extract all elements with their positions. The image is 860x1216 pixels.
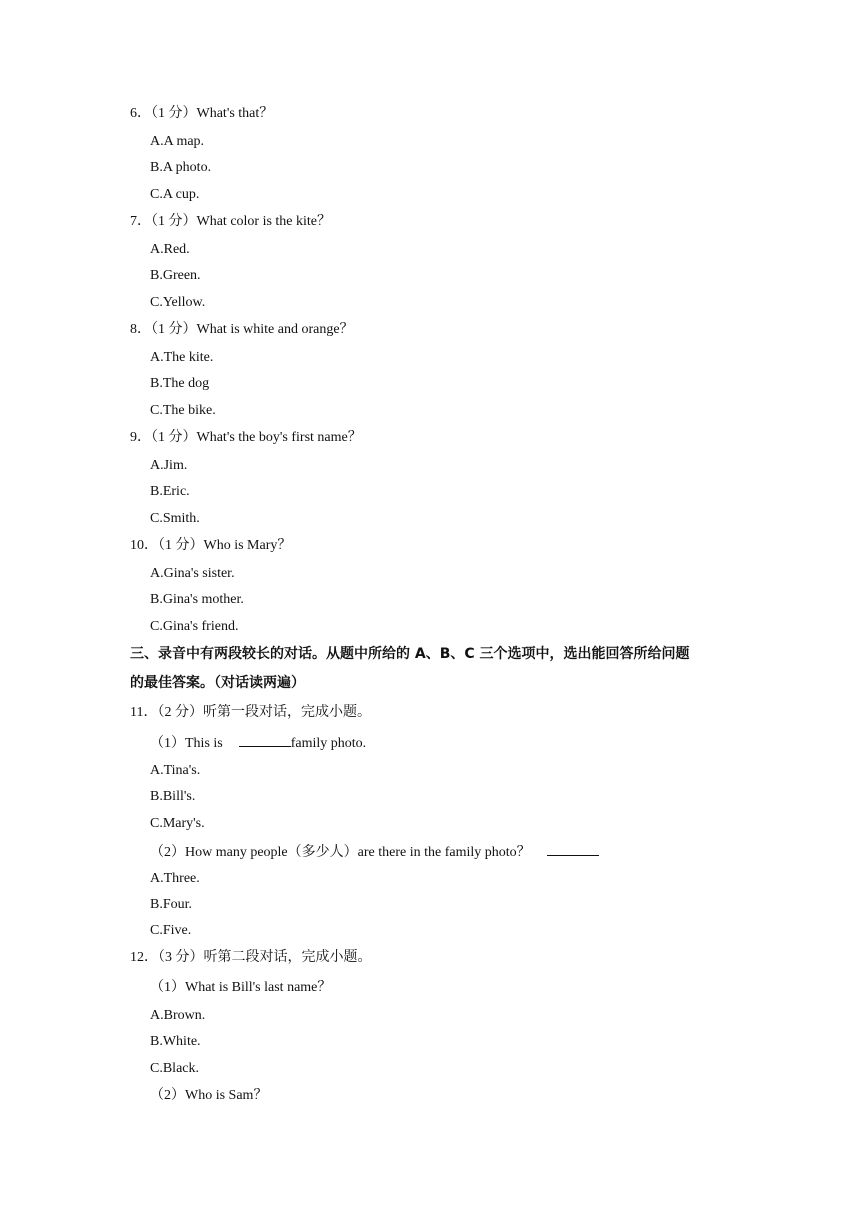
question-10-option-b: B.Gina's mother.: [150, 592, 244, 607]
question-11-sub-1: [150, 733, 366, 753]
question-8-option-b: B.The dog: [150, 376, 210, 391]
question-10-option-c: C.Gina's friend.: [150, 619, 239, 634]
question-6-stem: 6．（1 分）What's that？: [130, 106, 274, 121]
question-11-sub-1-option-a: A.Tina's.: [150, 763, 201, 778]
question-7-option-b: B.Green.: [150, 268, 201, 283]
section-3-heading-line-2: 的最佳答案。（对话读两遍）: [130, 675, 305, 691]
section-3-heading-line-1: 三、录音中有两段较长的对话。从题中所给的 A、B、C 三个选项中，选出能回答所给问题: [130, 646, 690, 662]
question-11-sub-2-option-c: C.Five.: [150, 923, 192, 938]
question-9-option-a: A.Jim.: [150, 458, 188, 473]
question-11-sub-1-text-after: family photo.: [290, 736, 367, 751]
question-7-option-c: C.Yellow.: [150, 295, 206, 310]
question-11-sub-1-option-c: C.Mary's.: [150, 816, 205, 831]
question-10-stem: 10．（1 分）Who is Mary？: [130, 538, 292, 553]
question-11-sub-1-text-before: （1）This is: [150, 736, 223, 751]
question-6-option-a: A.A map.: [150, 134, 205, 149]
question-9-option-b: B.Eric.: [150, 484, 190, 499]
question-11-sub-2-text: （2）How many people（多少人）are there in the family photo？: [150, 845, 531, 860]
question-6-option-c: C.A cup.: [150, 187, 200, 202]
question-7-stem: 7．（1 分）What color is the kite？: [130, 214, 332, 229]
question-8-option-a: A.The kite.: [150, 350, 214, 365]
question-11-sub-2-option-a: A.Three.: [150, 871, 200, 886]
question-12-sub-1-option-b: B.White.: [150, 1034, 201, 1049]
question-12-sub-1: （1）What is Bill's last name？: [150, 980, 332, 995]
question-11-sub-2: [150, 842, 599, 862]
question-9-stem: 9．（1 分）What's the boy's first name？: [130, 430, 362, 445]
answer-blank: [547, 842, 599, 856]
question-12-sub-1-option-a: A.Brown.: [150, 1008, 206, 1023]
question-9-option-c: C.Smith.: [150, 511, 200, 526]
question-8-stem: 8．（1 分）What is white and orange？: [130, 322, 354, 337]
question-10-option-a: A.Gina's sister.: [150, 566, 235, 581]
question-6-option-b: B.A photo.: [150, 160, 212, 175]
question-8-option-c: C.The bike.: [150, 403, 216, 418]
question-12-sub-2: （2）Who is Sam？: [150, 1088, 268, 1103]
question-12-stem: 12．（3 分）听第二段对话，完成小题。: [130, 950, 372, 965]
question-12-sub-1-option-c: C.Black.: [150, 1061, 199, 1076]
answer-blank: [239, 733, 291, 747]
question-11-sub-2-option-b: B.Four.: [150, 897, 193, 912]
question-11-sub-1-option-b: B.Bill's.: [150, 789, 196, 804]
question-11-stem: 11．（2 分）听第一段对话，完成小题。: [130, 705, 371, 720]
question-7-option-a: A.Red.: [150, 242, 190, 257]
